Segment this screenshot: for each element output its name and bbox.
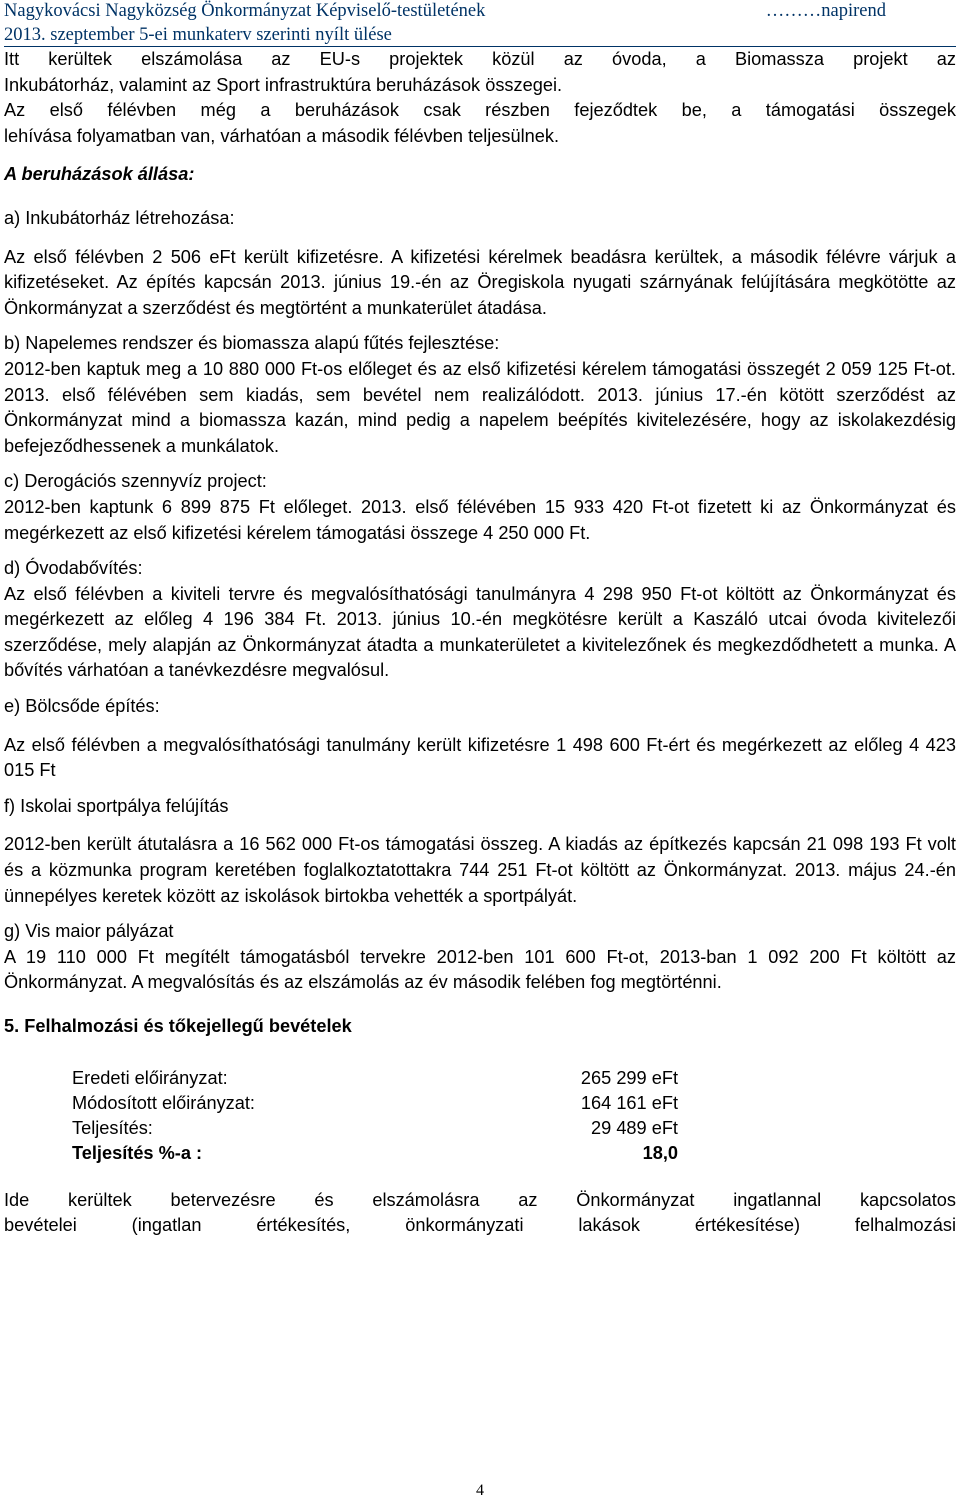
figure-row-percent — [72, 1141, 678, 1166]
section-5-number: 5. — [4, 1016, 20, 1036]
percent-label: Teljesítés %-a : — [72, 1142, 203, 1163]
section-b-title: b) Napelemes rendszer és biomassza alapú fűtés fejlesztése: — [4, 333, 500, 354]
section-b-text: 2012-ben kaptuk meg a 10 880 000 Ft-os előleget és az első kifizetési kérelem támogatási összegét 2 059 125 Ft-ot. 2013. első félévében sem kiadás, sem bevétel nem realizálódott. 2013. június 17.-én kötött szerződést az Önkormányzat mind a biomassza kazán, mind pedig a napelem beépítés kivitelezésére, hogy az iskolakezdésig befejeződhessenek a munkálatok. — [4, 358, 956, 456]
section-5-title-text: Felhalmozási és tőkejellegű bevételek — [24, 1016, 352, 1036]
section-c-title: c) Derogációs szennyvíz project: — [4, 471, 267, 492]
figure-row — [72, 1116, 678, 1141]
intro-line-1: Itt kerültek elszámolása az EU-s projektek közül az óvoda, a Biomassza projekt az — [4, 49, 956, 69]
revenue-figures-table — [72, 1066, 678, 1166]
section-c-text: 2012-ben kaptunk 6 899 875 Ft előleget. 2013. első félévében 15 933 420 Ft-ot fizetett ki az Önkormányzat és megérkezett az első kifizetési kérelem támogatási összege 4 250 000 Ft. — [4, 496, 956, 543]
document-body — [4, 47, 956, 1239]
header-agenda-placeholder: ………napirend — [765, 1, 886, 21]
section-5-title — [4, 1014, 956, 1040]
section-5-text-line-1: Ide kerültek betervezésre és elszámolásra az Önkormányzat ingatlannal kapcsolatos — [4, 1189, 956, 1210]
section-f-text: 2012-ben került átutalásra a 16 562 000 Ft-os támogatási összeg. A kiadás az építkezés kapcsán 21 098 193 Ft volt és a közmunka program keretében foglalkoztatottakra 744 251 Ft-ot költött az Önkormányzat. 2013. május 24.-én ünnepélyes keretek között az iskolások birtokba vehették a sportpályát. — [4, 834, 956, 906]
figure-label: Módosított előirányzat: — [72, 1092, 255, 1113]
figure-value: 164 161 eFt — [580, 1092, 678, 1113]
figure-row — [72, 1066, 678, 1091]
section-g-text: A 19 110 000 Ft megítélt támogatásból tervekre 2012-ben 101 600 Ft-ot, 2013-ban 1 092 200 Ft költött az Önkormányzat. A megvalósítás és az elszámolás az év második felében fog megtörténni. — [4, 946, 956, 993]
intro-line-4: lehívása folyamatban van, várhatóan a második félévben teljesülnek. — [4, 125, 560, 146]
figure-row — [72, 1091, 678, 1116]
figure-value: 265 299 eFt — [580, 1067, 678, 1088]
section-f-title: f) Iskolai sportpálya felújítás — [4, 795, 229, 816]
investments-heading: A beruházások állása: — [4, 164, 195, 185]
intro-line-2: Inkubátorház, valamint az Sport infrastruktúra beruházások összegei. — [4, 74, 563, 95]
header-subtitle: 2013. szeptember 5-ei munkaterv szerinti nyílt ülése — [4, 25, 392, 45]
percent-value: 18,0 — [642, 1142, 678, 1163]
section-a-text: Az első félévben 2 506 eFt került kifizetésre. A kifizetési kérelmek beadásra kerültek, a második félévre várjuk a kifizetéseket. Az építés kapcsán 2013. június 19.-én az Öregiskola nyugati szárnyának felújítására megkötötte az Önkormányzat a szerződést és megtörtént a munkaterület átadása. — [4, 246, 956, 318]
figure-label: Teljesítés: — [72, 1117, 153, 1138]
section-d-text: Az első félévben a kiviteli tervre és megvalósíthatósági tanulmányra 4 298 950 Ft-ot költött az Önkormányzat és megérkezett az előleg 4 196 384 Ft. 2013. június 10.-én megkötésre került a Kaszáló utcai óvoda kivitelezői szerződése, mely alapján az Önkormányzat átadta a munkaterületet a kivitelezőnek és megkezdődhetett a munka. A bővítés várhatóan a tanévkezdésre megvalósul. — [4, 583, 956, 681]
page-number: 4 — [476, 1482, 484, 1499]
section-a-title: a) Inkubátorház létrehozása: — [4, 207, 235, 228]
section-d-title: d) Óvodabővítés: — [4, 558, 143, 579]
section-e-text: Az első félévben a megvalósíthatósági tanulmány került kifizetésre 1 498 600 Ft-ért és megérkezett az előleg 4 423 015 Ft — [4, 734, 956, 781]
section-e-title: e) Bölcsőde építés: — [4, 696, 160, 717]
section-g-title: g) Vis maior pályázat — [4, 921, 174, 942]
figure-value: 29 489 eFt — [591, 1117, 678, 1138]
intro-line-3: Az első félévben még a beruházások csak részben fejeződtek be, a támogatási összegek — [4, 100, 956, 121]
figure-label: Eredeti előirányzat: — [72, 1067, 228, 1088]
running-header — [4, 0, 956, 47]
header-title: Nagykovácsi Nagyközség Önkormányzat Képviselő-testületének — [4, 1, 486, 21]
section-5-text-line-2: bevételei (ingatlan értékesítés, önkormányzati lakások értékesítése) felhalmozási — [4, 1215, 956, 1236]
